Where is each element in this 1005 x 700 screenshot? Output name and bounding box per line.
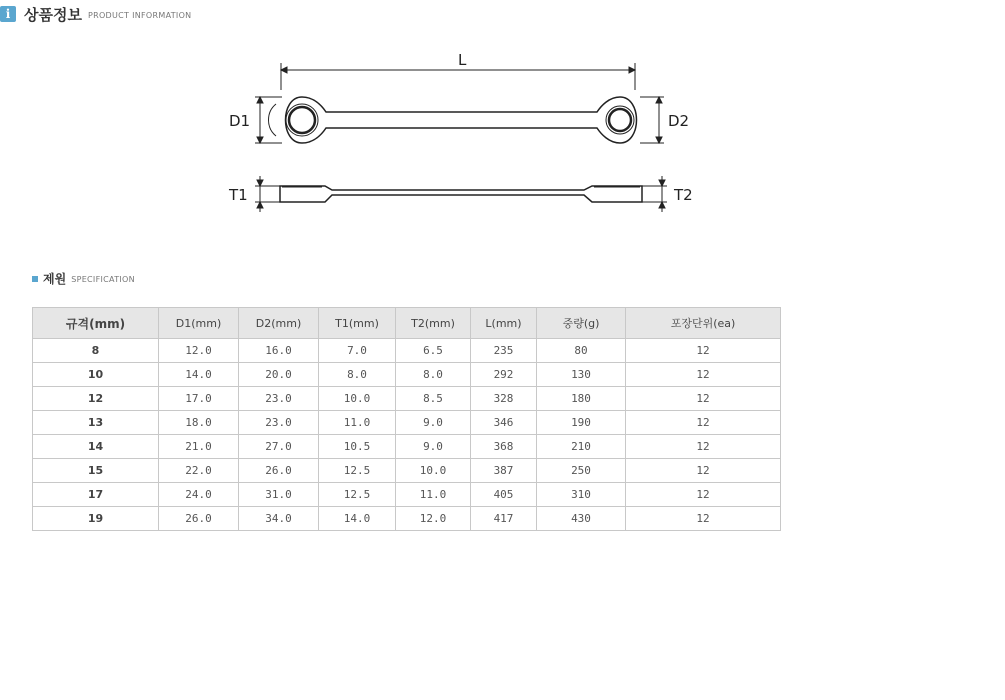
label-T1: T1 — [229, 186, 248, 204]
table-cell: 10.0 — [396, 459, 471, 483]
table-cell: 12.5 — [319, 459, 396, 483]
table-cell: 22.0 — [159, 459, 239, 483]
column-header: T2(mm) — [396, 308, 471, 339]
table-cell: 15 — [33, 459, 159, 483]
table-cell: 14.0 — [319, 507, 396, 531]
table-cell: 12 — [626, 387, 781, 411]
column-header: 중량(g) — [537, 308, 626, 339]
table-cell: 12.5 — [319, 483, 396, 507]
table-cell: 190 — [537, 411, 626, 435]
table-cell: 11.0 — [396, 483, 471, 507]
column-header: 규격(mm) — [33, 308, 159, 339]
table-cell: 368 — [471, 435, 537, 459]
table-cell: 14 — [33, 435, 159, 459]
table-cell: 16.0 — [239, 339, 319, 363]
spec-subtitle: SPECIFICATION — [71, 275, 135, 284]
label-L: L — [458, 51, 467, 69]
table-cell: 31.0 — [239, 483, 319, 507]
table-cell: 10.0 — [319, 387, 396, 411]
table-cell: 8.5 — [396, 387, 471, 411]
table-cell: 14.0 — [159, 363, 239, 387]
table-cell: 8 — [33, 339, 159, 363]
table-cell: 27.0 — [239, 435, 319, 459]
header-subtitle: PRODUCT INFORMATION — [87, 11, 192, 20]
column-header: D1(mm) — [159, 308, 239, 339]
table-cell: 24.0 — [159, 483, 239, 507]
header-title: 상품정보 — [24, 5, 82, 24]
table-cell: 235 — [471, 339, 537, 363]
table-cell: 26.0 — [239, 459, 319, 483]
table-cell: 292 — [471, 363, 537, 387]
spec-table — [32, 307, 781, 531]
table-cell: 130 — [537, 363, 626, 387]
table-row — [33, 363, 781, 387]
label-D1: D1 — [229, 112, 251, 130]
table-cell: 210 — [537, 435, 626, 459]
table-cell: 13 — [33, 411, 159, 435]
table-row — [33, 459, 781, 483]
table-cell: 12 — [626, 339, 781, 363]
table-cell: 12 — [626, 483, 781, 507]
table-cell: 387 — [471, 459, 537, 483]
table-cell: 80 — [537, 339, 626, 363]
table-cell: 12 — [626, 363, 781, 387]
table-cell: 34.0 — [239, 507, 319, 531]
column-header: L(mm) — [471, 308, 537, 339]
spec-title: 제원 — [43, 272, 67, 286]
table-cell: 20.0 — [239, 363, 319, 387]
table-cell: 17 — [33, 483, 159, 507]
table-cell: 12 — [33, 387, 159, 411]
column-header: T1(mm) — [319, 308, 396, 339]
table-cell: 346 — [471, 411, 537, 435]
table-cell: 328 — [471, 387, 537, 411]
table-cell: 11.0 — [319, 411, 396, 435]
table-cell: 310 — [537, 483, 626, 507]
table-cell: 8.0 — [319, 363, 396, 387]
table-cell: 250 — [537, 459, 626, 483]
table-cell: 12 — [626, 411, 781, 435]
table-cell: 6.5 — [396, 339, 471, 363]
table-cell: 7.0 — [319, 339, 396, 363]
label-T2: T2 — [674, 186, 693, 204]
table-cell: 8.0 — [396, 363, 471, 387]
table-cell: 12 — [626, 507, 781, 531]
table-cell: 17.0 — [159, 387, 239, 411]
table-cell: 430 — [537, 507, 626, 531]
table-row — [33, 435, 781, 459]
info-icon: i — [0, 6, 16, 22]
spec-header — [32, 270, 135, 287]
table-cell: 26.0 — [159, 507, 239, 531]
table-header-row — [33, 308, 781, 339]
table-cell: 23.0 — [239, 411, 319, 435]
table-row — [33, 411, 781, 435]
table-cell: 9.0 — [396, 411, 471, 435]
table-row — [33, 387, 781, 411]
table-cell: 417 — [471, 507, 537, 531]
wrench-diagram — [222, 50, 702, 220]
product-info-header — [0, 4, 191, 24]
table-cell: 19 — [33, 507, 159, 531]
table-cell: 10.5 — [319, 435, 396, 459]
square-bullet-icon — [32, 276, 38, 282]
table-cell: 9.0 — [396, 435, 471, 459]
table-row — [33, 507, 781, 531]
table-cell: 12.0 — [396, 507, 471, 531]
table-cell: 10 — [33, 363, 159, 387]
table-row — [33, 339, 781, 363]
table-cell: 23.0 — [239, 387, 319, 411]
table-cell: 180 — [537, 387, 626, 411]
table-row — [33, 483, 781, 507]
label-D2: D2 — [668, 112, 690, 130]
table-cell: 12.0 — [159, 339, 239, 363]
table-cell: 405 — [471, 483, 537, 507]
column-header: D2(mm) — [239, 308, 319, 339]
table-cell: 12 — [626, 459, 781, 483]
column-header: 포장단위(ea) — [626, 308, 781, 339]
table-cell: 12 — [626, 435, 781, 459]
table-cell: 21.0 — [159, 435, 239, 459]
table-cell: 18.0 — [159, 411, 239, 435]
